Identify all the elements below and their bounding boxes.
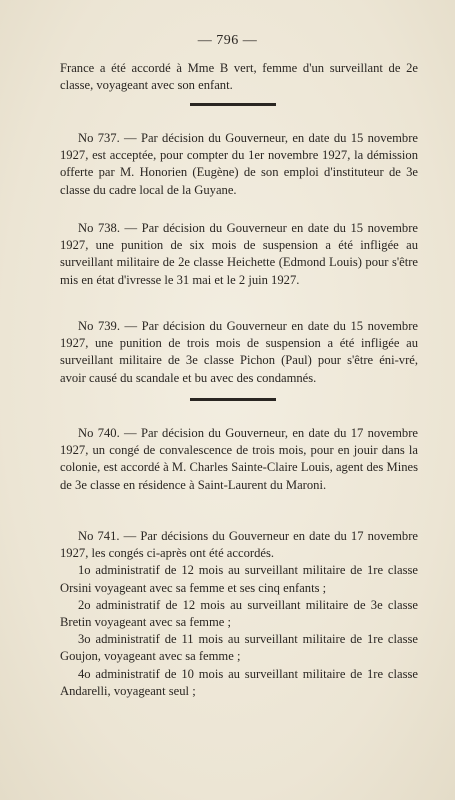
intro-paragraph (60, 60, 418, 94)
page-number: — 796 — (197, 33, 258, 48)
section-divider (190, 398, 276, 401)
entry-text: No 741. — Par décisions du Gouverneur en date du 17 novembre 1927, les congés ci-après ont été accordés. (60, 529, 418, 561)
leave-item: 1o administratif de 12 mois au surveillant militaire de 1re classe Orsini voyageant avec sa femme et ses cinq enfants ; (60, 563, 418, 595)
entry-739 (60, 318, 418, 387)
entry-738 (60, 220, 418, 289)
section-divider (190, 103, 276, 106)
entry-text: No 740. — Par décision du Gouverneur, en date du 17 novembre 1927, un congé de convalescence de trois mois, pour en jouir dans la colonie, est accordé à M. Charles Sainte-Claire Louis, agent des Mines de 3e classe en résidence à Saint-Laurent du Maroni. (60, 426, 418, 492)
entry-740 (60, 425, 418, 494)
entry-737 (60, 130, 418, 199)
leave-item: 4o administratif de 10 mois au surveillant militaire de 1re classe Andarelli, voyageant seul ; (60, 666, 418, 698)
entry-741 (60, 528, 418, 700)
leave-item: 3o administratif de 11 mois au surveillant militaire de 1re classe Goujon, voyageant avec sa femme ; (60, 632, 418, 664)
entry-text: No 737. — Par décision du Gouverneur, en date du 15 novembre 1927, est acceptée, pour compter du 1er novembre 1927, la démission offerte par M. Honorien (Eugène) de son emploi d'instituteur de 3e classe du cadre local de la Guyane. (60, 131, 418, 197)
intro-text: France a été accordé à Mme B vert, femme d'un surveillant de 2e classe, voyageant avec son enfant. (60, 61, 418, 93)
leave-item: 2o administratif de 12 mois au surveillant militaire de 3e classe Bretin voyageant avec sa femme ; (60, 597, 418, 630)
entry-text: No 738. — Par décision du Gouverneur en date du 15 novembre 1927, une punition de six mois de suspension a été infligée au surveillant militaire de 2e classe Heichette (Edmond Louis) pour s'être mis en état d'ivresse le 31 mai et le 2 juin 1927. (60, 221, 418, 287)
entry-text: No 739. — Par décision du Gouverneur en date du 15 novembre 1927, une punition de trois mois de suspension a été infligée au surveillant militaire de 3e classe Pichon (Paul) pour s'être éni-vré, avoir causé du scandale et bu avec des condamnés. (60, 319, 418, 385)
